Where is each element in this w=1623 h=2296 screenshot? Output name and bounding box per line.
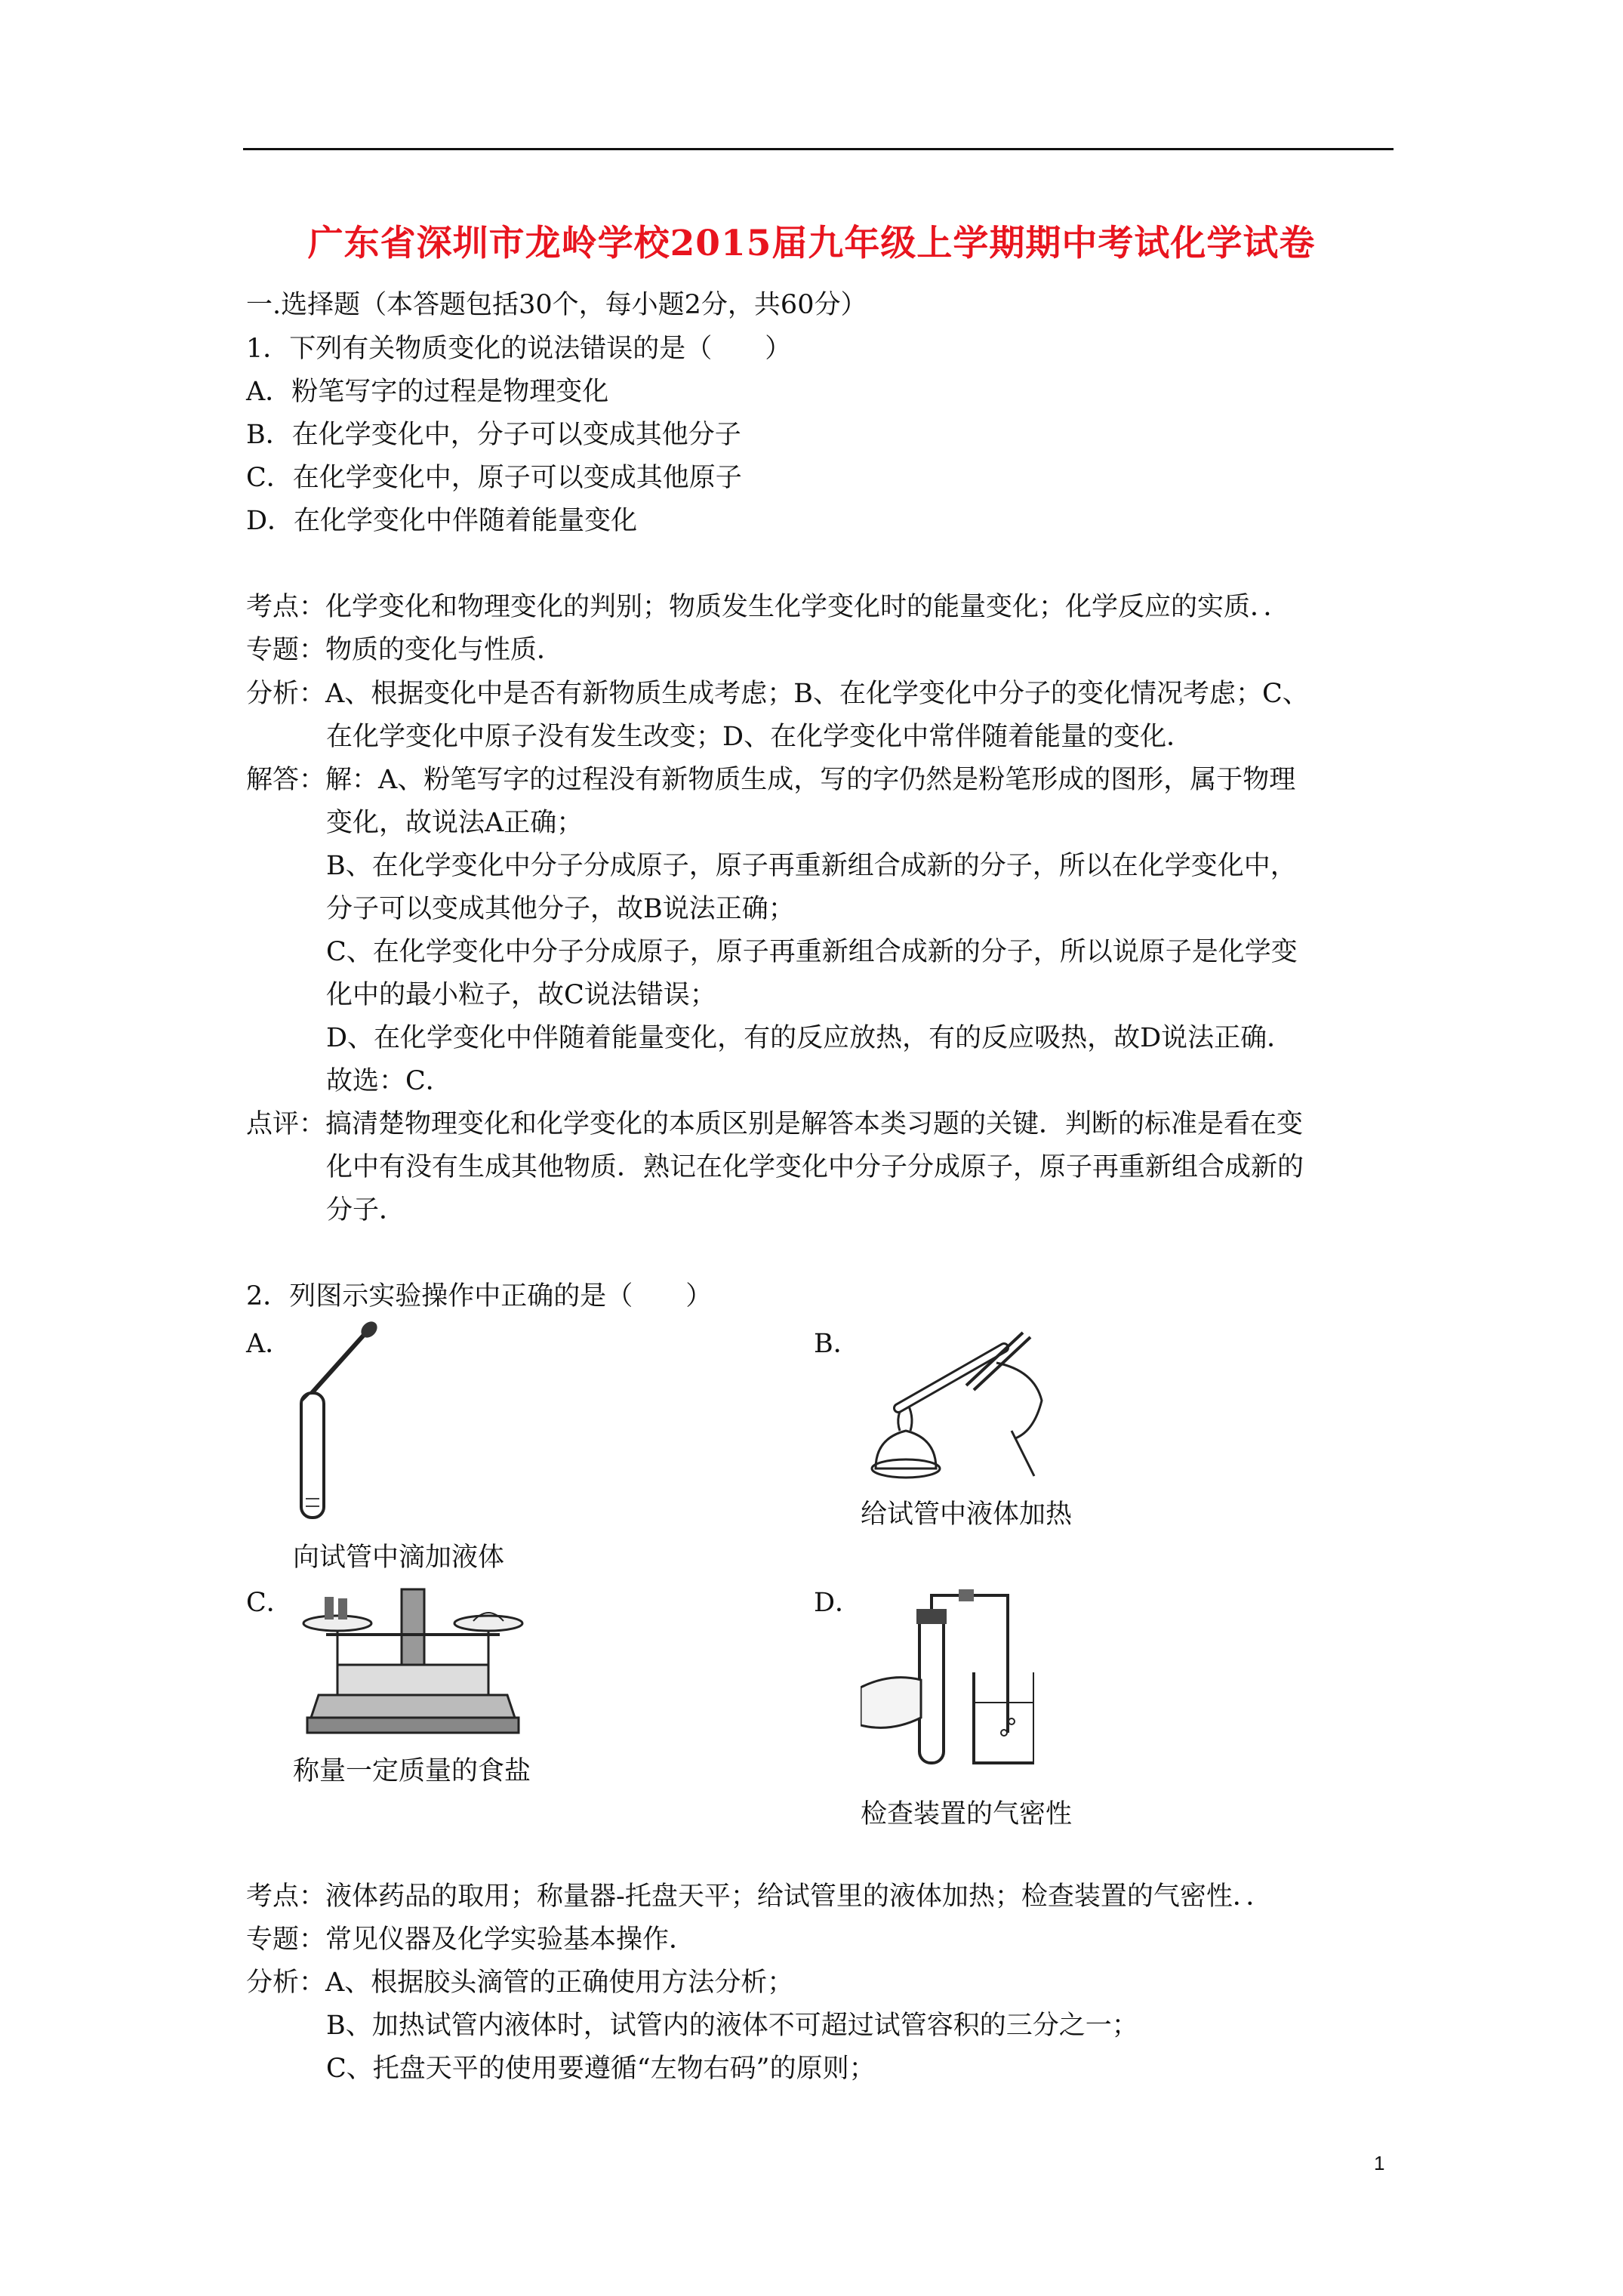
- q1-jieda-line: 解答：解：A、粉笔写字的过程没有新物质生成，写的字仍然是粉笔形成的图形，属于物理: [246, 765, 1296, 795]
- dropper-test-tube-figure: [291, 1318, 389, 1525]
- q1-dianping-line: 点评：搞清楚物理变化和化学变化的本质区别是解答本类习题的关键．判断的标准是看在变: [246, 1109, 1304, 1139]
- heating-test-tube-figure: [853, 1318, 1064, 1491]
- q2-caption-a: 向试管中滴加液体: [293, 1542, 505, 1573]
- q1-jieda-line: C、在化学变化中分子分成原子，原子再重新组合成新的分子，所以说原子是化学变: [326, 937, 1298, 967]
- q1-dianping-line: 化中有没有生成其他物质．熟记在化学变化中分子分成原子，原子再重新组合成新的: [326, 1152, 1304, 1182]
- q1-jieda-line: 化中的最小粒子，故C说法错误；: [326, 980, 716, 1010]
- header-rule: [243, 148, 1394, 150]
- q1-dianping-line: 分子．: [326, 1195, 406, 1225]
- q2-stem: 2．列图示实验操作中正确的是（ ）: [246, 1281, 713, 1311]
- q1-fenxi-line: 分析：A、根据变化中是否有新物质生成考虑；B、在化学变化中分子的变化情况考虑；C、: [246, 679, 1309, 709]
- section-heading: 一.选择题（本答题包括30个，每小题2分，共60分）: [246, 290, 867, 320]
- q1-jieda-line: B、在化学变化中分子分成原子，原子再重新组合成新的分子，所以在化学变化中，: [326, 851, 1297, 881]
- q2-kaodian: 考点：液体药品的取用；称量器-托盘天平；给试管里的液体加热；检查装置的气密性．．: [246, 1881, 1273, 1912]
- q2-label-b: B．: [814, 1329, 860, 1359]
- q1-kaodian: 考点：化学变化和物理变化的判别；物质发生化学变化时的能量变化；化学反应的实质．．: [246, 592, 1290, 622]
- q1-option-a: A．粉笔写字的过程是物理变化: [246, 377, 609, 407]
- q1-jieda-line: D、在化学变化中伴随着能量变化，有的反应放热，有的反应吸热，故D说法正确．: [326, 1023, 1294, 1053]
- q1-stem: 1．下列有关物质变化的说法错误的是（ ）: [246, 334, 792, 364]
- q2-fenxi-line: C、托盘天平的使用要遵循“左物右码”的原则；: [326, 2054, 876, 2084]
- balance-scale-figure: [296, 1582, 530, 1740]
- q2-label-a: A．: [246, 1329, 292, 1359]
- q2-label-c: C．: [246, 1588, 293, 1618]
- q1-jieda-line: 故选：C．: [326, 1066, 452, 1096]
- q2-zhuanti: 专题：常见仪器及化学实验基本操作．: [246, 1925, 696, 1955]
- q1-jieda-line: 变化，故说法A正确；: [326, 808, 584, 838]
- q1-fenxi-line: 在化学变化中原子没有发生改变；D、在化学变化中常伴随着能量的变化．: [326, 722, 1193, 752]
- page-number: 1: [1374, 2152, 1385, 2174]
- page-title: 广东省深圳市龙岭学校2015届九年级上学期期中考试化学试卷: [307, 223, 1316, 264]
- q1-jieda-line: 分子可以变成其他分子，故B说法正确；: [326, 894, 795, 924]
- q2-label-d: D．: [814, 1588, 862, 1618]
- airtightness-check-figure: [861, 1589, 1034, 1771]
- q1-zhuanti: 专题：物质的变化与性质．: [246, 635, 564, 665]
- q2-caption-b: 给试管中液体加热: [861, 1499, 1073, 1530]
- q1-option-b: B．在化学变化中，分子可以变成其他分子: [246, 420, 741, 450]
- q2-caption-d: 检查装置的气密性: [861, 1799, 1073, 1829]
- q2-fenxi-line: B、加热试管内液体时，试管内的液体不可超过试管容积的三分之一；: [326, 2011, 1138, 2041]
- q2-fenxi-line: 分析：A、根据胶头滴管的正确使用方法分析；: [246, 1968, 794, 1998]
- q1-option-d: D．在化学变化中伴随着能量变化: [246, 506, 638, 536]
- q2-caption-c: 称量一定质量的食盐: [293, 1756, 531, 1786]
- q1-option-c: C．在化学变化中，原子可以变成其他原子: [246, 463, 742, 493]
